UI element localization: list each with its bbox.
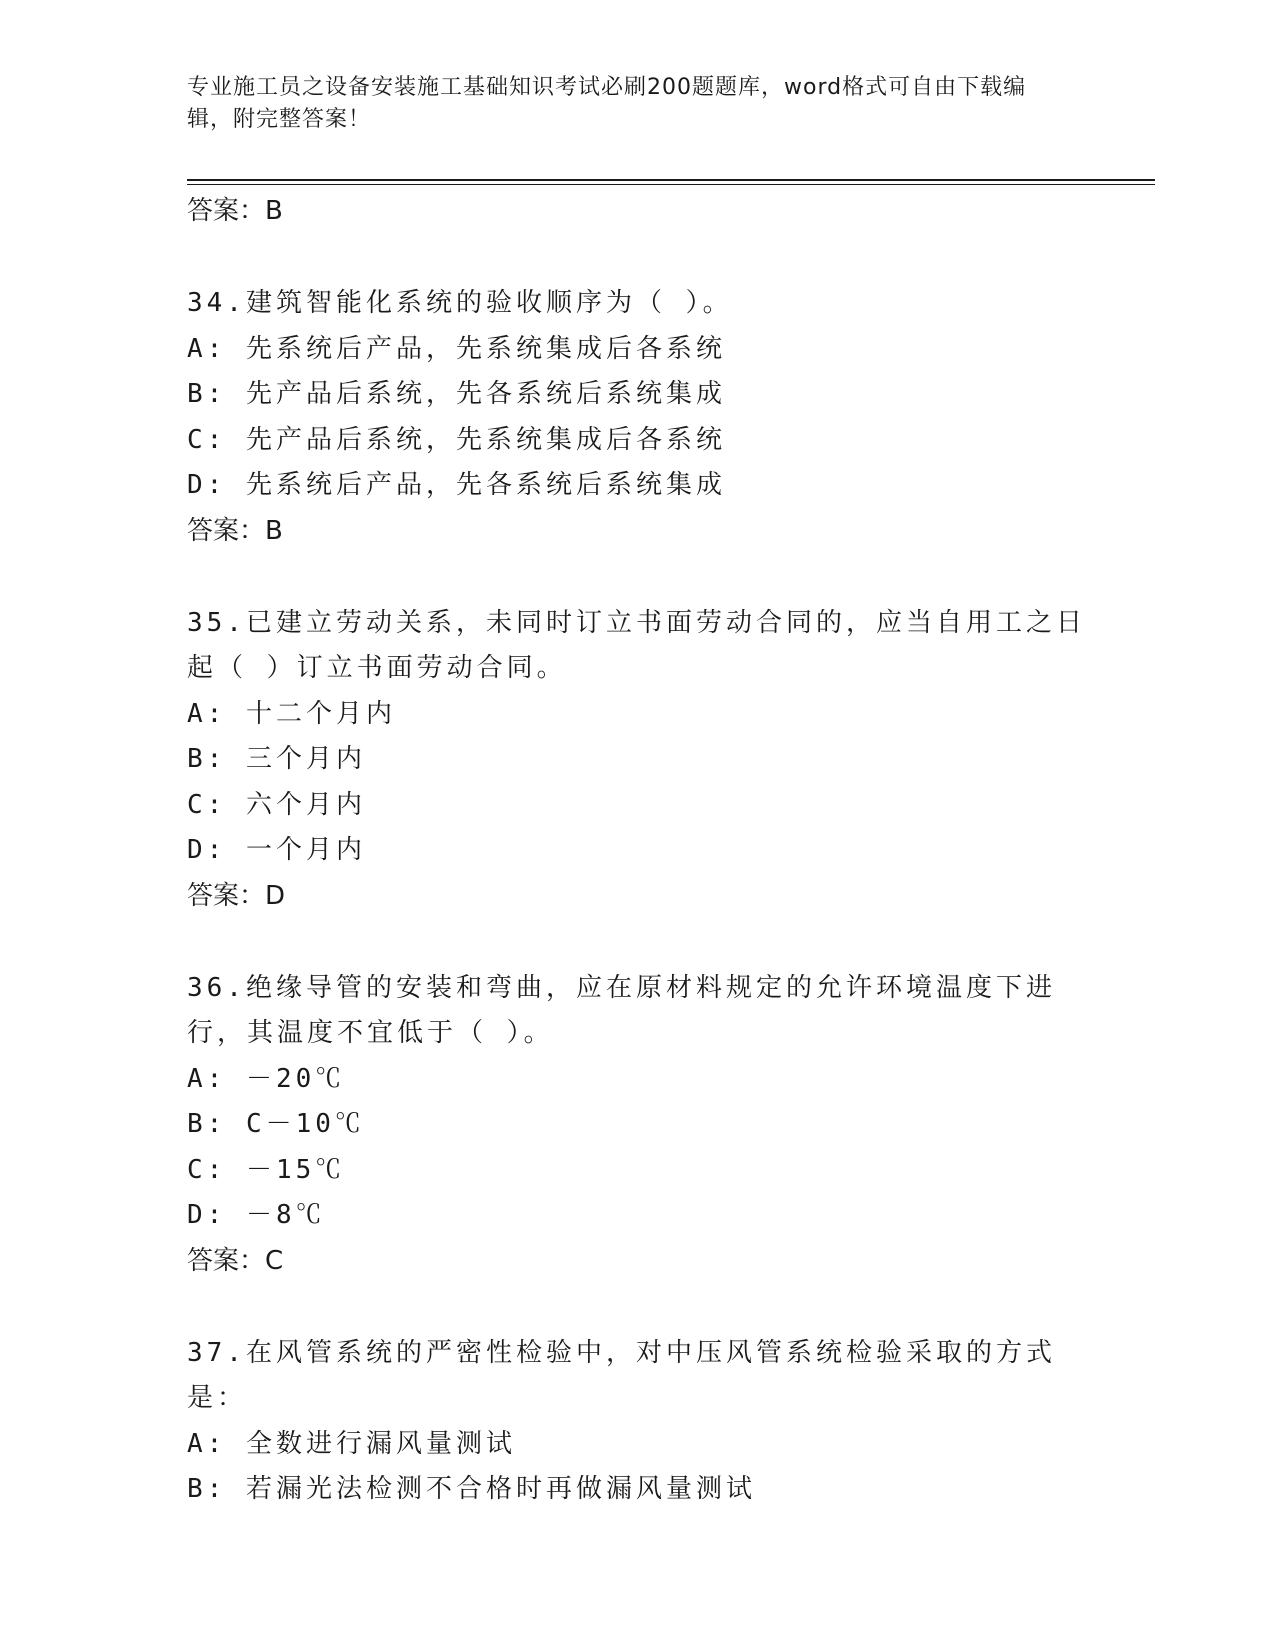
- answer-line: 答案：D: [187, 880, 286, 911]
- header-rule-thick: [187, 179, 1155, 181]
- option-b: B: 先产品后系统，先各系统后系统集成: [187, 379, 726, 409]
- spacer: [187, 553, 1087, 601]
- spacer: [187, 233, 1087, 281]
- option-b: B: C－10℃: [187, 1109, 365, 1139]
- document-body: [187, 189, 1087, 1513]
- option-a: A: 十二个月内: [187, 698, 396, 729]
- question-stem: 36.绝缘导管的安装和弯曲，应在原材料规定的允许环境温度下进行，其温度不宜低于（ ）。: [187, 972, 1056, 1048]
- answer-line: 答案：B: [187, 196, 283, 226]
- option-a: A: 全数进行漏风量测试: [187, 1428, 516, 1459]
- question-stem: 35.已建立劳动关系，未同时订立书面劳动合同的，应当自用工之日起（ ）订立书面劳动合同。: [187, 607, 1086, 683]
- option-c: C: －15℃: [187, 1154, 346, 1185]
- option-a: A: 先系统后产品，先系统集成后各系统: [187, 333, 726, 364]
- document-header: [187, 72, 1067, 136]
- option-c: C: 六个月内: [187, 789, 366, 820]
- question-stem: 37.在风管系统的严密性检验中，对中压风管系统检验采取的方式是：: [187, 1337, 1056, 1413]
- option-b: B: 三个月内: [187, 744, 366, 774]
- question-block: [187, 966, 1087, 1283]
- spacer: [187, 1283, 1087, 1331]
- option-c: C: 先产品后系统，先系统集成后各系统: [187, 424, 726, 455]
- question-block: [187, 601, 1087, 918]
- answer-line: 答案：C: [187, 1245, 284, 1276]
- answer-line: 答案：B: [187, 515, 283, 546]
- option-d: D: 一个月内: [187, 835, 366, 865]
- question-block: [187, 281, 1087, 553]
- option-d: D: －8℃: [187, 1200, 326, 1230]
- option-b: B: 若漏光法检测不合格时再做漏风量测试: [187, 1474, 756, 1504]
- question-stem: 34.建筑智能化系统的验收顺序为（ ）。: [187, 288, 733, 318]
- header-title: 专业施工员之设备安装施工基础知识考试必刷200题题库，word格式可自由下载编辑，附完整答案！: [187, 75, 1027, 132]
- question-block: [187, 1331, 1087, 1513]
- option-a: A: －20℃: [187, 1063, 346, 1094]
- spacer: [187, 918, 1087, 966]
- header-rule-thin: [187, 184, 1155, 185]
- option-d: D: 先系统后产品，先各系统后系统集成: [187, 470, 726, 500]
